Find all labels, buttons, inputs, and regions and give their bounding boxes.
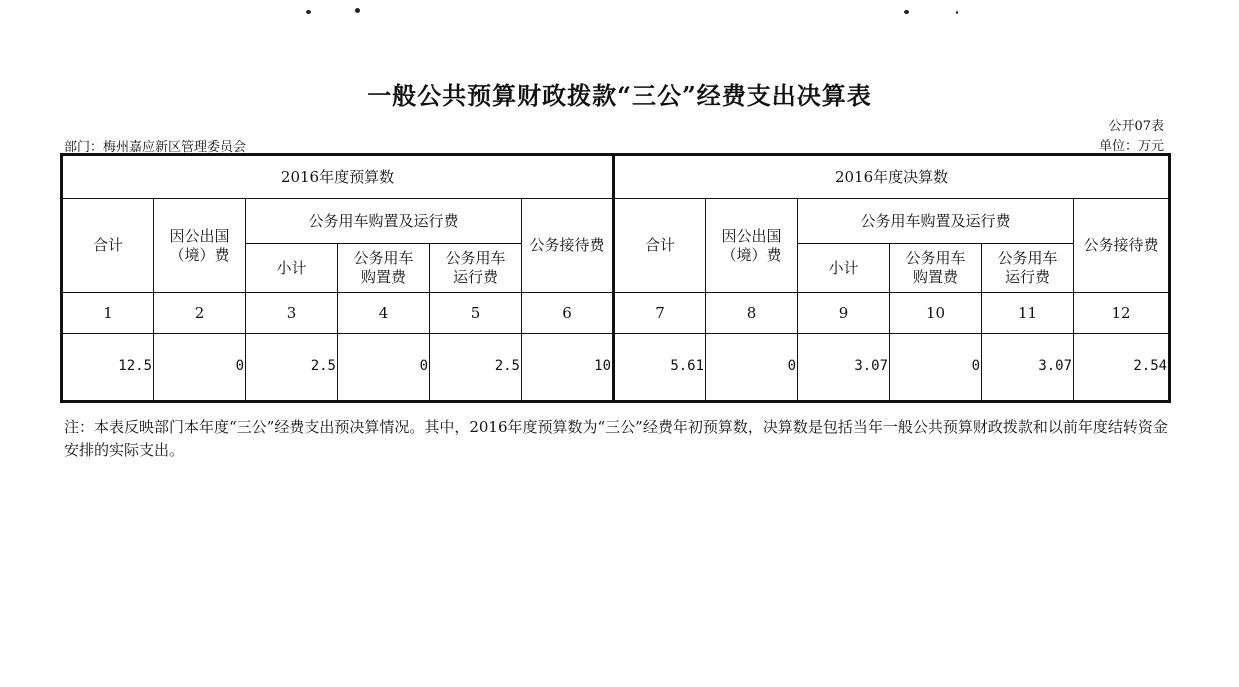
column-number: 6 xyxy=(522,293,614,334)
value-final-vehicle-operation: 3.07 xyxy=(982,334,1074,402)
column-number: 11 xyxy=(982,293,1074,334)
value-final-vehicle-purchase: 0 xyxy=(890,334,982,402)
value-budget-vehicle-subtotal: 2.5 xyxy=(246,334,338,402)
column-number: 2 xyxy=(154,293,246,334)
value-budget-vehicle-purchase: 0 xyxy=(338,334,430,402)
column-number: 3 xyxy=(246,293,338,334)
column-number: 10 xyxy=(890,293,982,334)
header-final-subtotal: 小计 xyxy=(798,244,890,293)
column-number: 5 xyxy=(430,293,522,334)
value-final-vehicle-subtotal: 3.07 xyxy=(798,334,890,402)
header-budget-vehicle-purchase: 公务用车 购置费 xyxy=(338,244,430,293)
value-final-total: 5.61 xyxy=(614,334,706,402)
unit-label: 单位：万元 xyxy=(1098,139,1164,154)
three-public-expense-table xyxy=(60,153,1171,403)
footnote: 注：本表反映部门本年度“三公”经费支出预决算情况。其中，2016年度预算数为“三公”经费年初预算数，决算数是包括当年一般公共预算财政拨款和以前年度结转资金安排的实际支出。 xyxy=(64,418,1168,459)
department-label: 部门：梅州嘉应新区管理委员会 xyxy=(64,140,247,155)
header-budget-abroad: 因公出国 （境）费 xyxy=(154,199,246,293)
column-number: 8 xyxy=(706,293,798,334)
header-final-vehicle-operation: 公务用车 运行费 xyxy=(982,244,1074,293)
header-final-vehicle: 公务用车购置及运行费 xyxy=(798,199,1074,244)
document-title: 一般公共预算财政拨款“三公”经费支出决算表 xyxy=(367,81,872,110)
header-budget-vehicle-operation: 公务用车 运行费 xyxy=(430,244,522,293)
column-number: 12 xyxy=(1074,293,1170,334)
header-budget-subtotal: 小计 xyxy=(246,244,338,293)
header-final-total: 合计 xyxy=(614,199,706,293)
header-final-vehicle-purchase: 公务用车 购置费 xyxy=(890,244,982,293)
header-final-abroad: 因公出国 （境）费 xyxy=(706,199,798,293)
value-final-abroad: 0 xyxy=(706,334,798,402)
header-budget-vehicle: 公务用车购置及运行费 xyxy=(246,199,522,244)
header-budget-reception: 公务接待费 xyxy=(522,199,614,293)
group-header-final: 2016年度决算数 xyxy=(614,155,1170,199)
column-number: 1 xyxy=(62,293,154,334)
value-budget-abroad: 0 xyxy=(154,334,246,402)
header-final-reception: 公务接待费 xyxy=(1074,199,1170,293)
column-number: 7 xyxy=(614,293,706,334)
value-budget-total: 12.5 xyxy=(62,334,154,402)
value-final-reception: 2.54 xyxy=(1074,334,1170,402)
column-number: 4 xyxy=(338,293,430,334)
value-budget-vehicle-operation: 2.5 xyxy=(430,334,522,402)
group-header-budget: 2016年度预算数 xyxy=(62,155,614,199)
value-budget-reception: 10 xyxy=(522,334,614,402)
header-budget-total: 合计 xyxy=(62,199,154,293)
column-number: 9 xyxy=(798,293,890,334)
form-code: 公开07表 xyxy=(1108,119,1164,134)
